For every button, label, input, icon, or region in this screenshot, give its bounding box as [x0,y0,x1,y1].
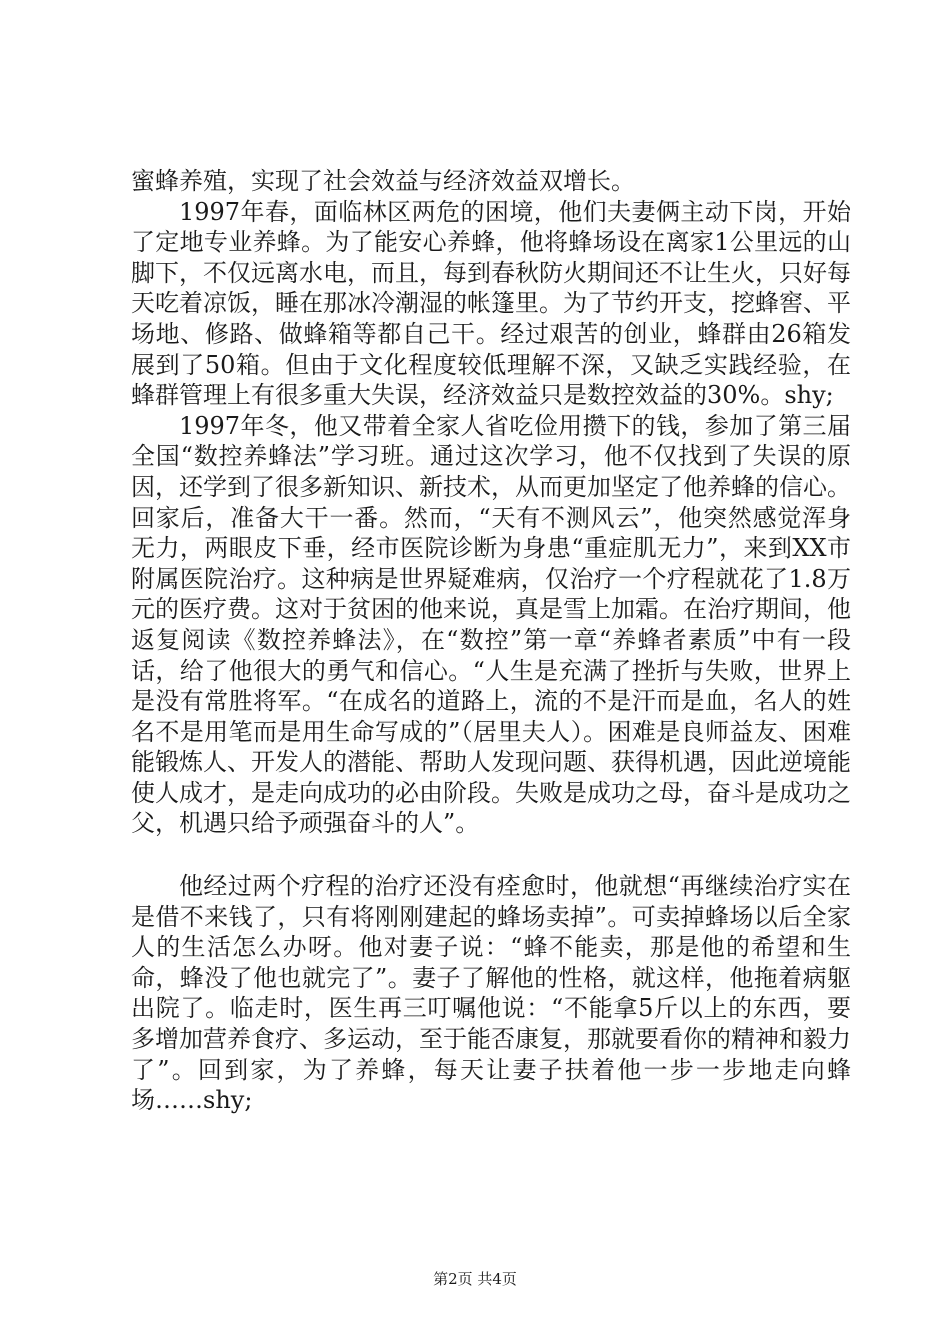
document-body [131,166,851,1116]
paragraph-spacer [131,839,851,871]
page-number-footer: 第2页 共4页 [433,1270,517,1288]
paragraph-1: 蜜蜂养殖，实现了社会效益与经济效益双增长。 [131,167,635,195]
paragraph-2: 1997年春，面临林区两危的困境，他们夫妻俩主动下岗，开始了定地专业养蜂。为了能安心养蜂，他将蜂场设在离家1公里远的山脚下，不仅远离水电，而且，每到春秋防火期间还不让生火，只好每天吃着凉饭，睡在那冰冷潮湿的帐篷里。为了节约开支，挖蜂窖、平场地、修路、做蜂箱等都自己干。经过艰苦的创业，蜂群由26箱发展到了50箱。但由于文化程度较低理解不深，又缺乏实践经验，在蜂群管理上有很多重大失误，经济效益只是数控效益的30%。shy; [131,197,851,410]
paragraph-3: 1997年冬，他又带着全家人省吃俭用攒下的钱，参加了第三届全国“数控养蜂法”学习班。通过这次学习，他不仅找到了失误的原因，还学到了很多新知识、新技术，从而更加坚定了他养蜂的信心。回家后，准备大干一番。然而，“天有不测风云”，他突然感觉浑身无力，两眼皮下垂，经市医院诊断为身患“重症肌无力”，来到XX市附属医院治疗。这种病是世界疑难病，仅治疗一个疗程就花了1.8万元的医疗费。这对于贫困的他来说，真是雪上加霜。在治疗期间，他返复阅读《数控养蜂法》，在“数控”第一章“养蜂者素质”中有一段话，给了他很大的勇气和信心。“人生是充满了挫折与失败，世界上是没有常胜将军。“在成名的道路上，流的不是汗而是血，名人的姓名不是用笔而是用生命写成的”（居里夫人）。困难是良师益友、困难能锻炼人、开发人的潜能、帮助人发现问题、获得机遇，因此逆境能使人成才，是走向成功的必由阶段。失败是成功之母，奋斗是成功之父，机遇只给予顽强奋斗的人”。 [131,411,851,838]
paragraph-4: 他经过两个疗程的治疗还没有痊愈时，他就想“再继续治疗实在是借不来钱了，只有将刚刚建起的蜂场卖掉”。可卖掉蜂场以后全家人的生活怎么办呀。他对妻子说：“蜂不能卖，那是他的希望和生命，蜂没了他也就完了”。妻子了解他的性格，就这样，他拖着病躯出院了。临走时，医生再三叮嘱他说：“不能拿5斤以上的东西，要多增加营养食疗、多运动，至于能否康复，那就要看你的精神和毅力了”。回到家，为了养蜂，每天让妻子扶着他一步一步地走向蜂场……shy; [131,872,851,1115]
